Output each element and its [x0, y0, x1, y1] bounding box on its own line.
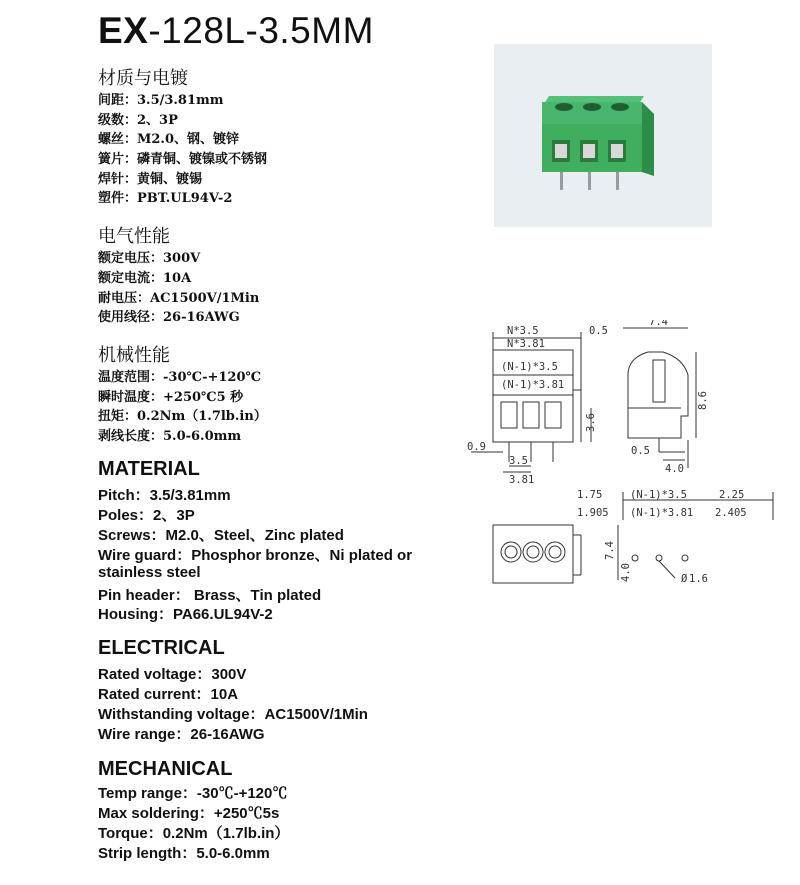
en-material-line: Pin header： Brass、Tin plated: [98, 587, 322, 604]
dim-nm1-35-pcb: (N-1)*3.5: [630, 489, 687, 501]
dim-n35: N*3.5: [507, 325, 539, 337]
en-material-line: Screws：M2.0、Steel、Zinc plated: [98, 527, 344, 544]
en-electrical-line: Rated current：10A: [98, 686, 239, 703]
technical-drawing: [463, 320, 793, 595]
dim-74-pcb: 7.4: [604, 541, 616, 560]
dimension-drawing: [463, 320, 793, 595]
dim-35: 3.5: [509, 455, 528, 467]
cn-mechanical-line: 剥线长度：5.0-6.0mm: [98, 429, 242, 444]
en-material-line: Wire guard：Phosphor bronze、Ni plated or: [98, 547, 413, 564]
dim-2405: 2.405: [715, 507, 747, 519]
product-photo: [494, 44, 712, 227]
en-mechanical-line: Torque：0.2Nm（1.7lb.in）: [98, 825, 290, 842]
cn-material-line: 焊针：黄铜、镀锡: [98, 172, 203, 187]
dim-381: 3.81: [509, 474, 535, 486]
dim-n381: N*3.81: [507, 338, 545, 350]
terminal-block-illustration: [494, 44, 712, 227]
dim-175: 1.75: [577, 489, 603, 501]
en-mechanical-line: Temp range：-30℃-+120℃: [98, 785, 288, 802]
cn-material-line: 级数：2、3P: [98, 113, 178, 128]
title-suffix: -128L-3.5MM: [148, 10, 374, 51]
dim-05-top: 0.5: [589, 325, 608, 337]
en-electrical-heading: ELECTRICAL: [98, 637, 225, 659]
dim-40-pcb: 4.0: [620, 563, 632, 582]
cn-mechanical-line: 温度范围：-30℃-+120℃: [98, 370, 262, 385]
cn-material-heading: 材质与电镀: [98, 68, 188, 89]
product-title: [98, 10, 374, 52]
dim-nm1-381-pcb: (N-1)*3.81: [630, 507, 694, 519]
dim-40-side: 4.0: [665, 463, 684, 475]
dim-hole-prefix: Ø: [681, 573, 688, 585]
dim-86: 8.6: [697, 391, 709, 410]
cn-mechanical-line: 瞬时温度：+250℃5 秒: [98, 390, 244, 405]
en-material-line: Pitch：3.5/3.81mm: [98, 487, 231, 504]
en-mechanical-line: Max soldering：+250℃5s: [98, 805, 280, 822]
cn-mechanical-line: 扭矩：0.2Nm（1.7lb.in）: [98, 409, 267, 424]
en-electrical-line: Rated voltage：300V: [98, 666, 247, 683]
dim-09: 0.9: [467, 441, 486, 453]
cn-electrical-heading: 电气性能: [98, 226, 170, 247]
cn-material-line: 簧片：磷青铜、镀镍或不锈钢: [98, 152, 268, 167]
cn-electrical-line: 额定电流：10A: [98, 271, 192, 286]
en-material-line: Poles：2、3P: [98, 507, 195, 524]
en-mechanical-heading: MECHANICAL: [98, 758, 233, 780]
dim-05-side: 0.5: [631, 445, 650, 457]
dim-225: 2.25: [719, 489, 745, 501]
dim-hole: 1.6: [689, 573, 708, 585]
dim-74-side: 7.4: [649, 320, 668, 328]
dim-nm1-381: (N-1)*3.81: [501, 379, 565, 391]
en-mechanical-line: Strip length：5.0-6.0mm: [98, 845, 270, 862]
en-material-line: Housing：PA66.UL94V-2: [98, 606, 273, 623]
cn-electrical-line: 耐电压：AC1500V/1Min: [98, 291, 260, 306]
dim-nm1-35: (N-1)*3.5: [501, 361, 558, 373]
en-material-heading: MATERIAL: [98, 458, 200, 480]
en-material-line: stainless steel: [98, 564, 201, 581]
cn-material-line: 螺丝：M2.0、钢、镀锌: [98, 132, 240, 147]
cn-electrical-line: 额定电压：300V: [98, 251, 201, 266]
cn-mechanical-heading: 机械性能: [98, 345, 170, 366]
title-prefix: EX: [98, 10, 149, 51]
cn-material-line: 间距：3.5/3.81mm: [98, 93, 224, 108]
en-electrical-line: Withstanding voltage：AC1500V/1Min: [98, 706, 368, 723]
dim-36: 3.6: [585, 413, 597, 432]
dim-1905: 1.905: [577, 507, 609, 519]
cn-material-line: 塑件：PBT.UL94V-2: [98, 191, 233, 206]
cn-electrical-line: 使用线径：26-16AWG: [98, 310, 240, 325]
en-electrical-line: Wire range：26-16AWG: [98, 726, 265, 743]
